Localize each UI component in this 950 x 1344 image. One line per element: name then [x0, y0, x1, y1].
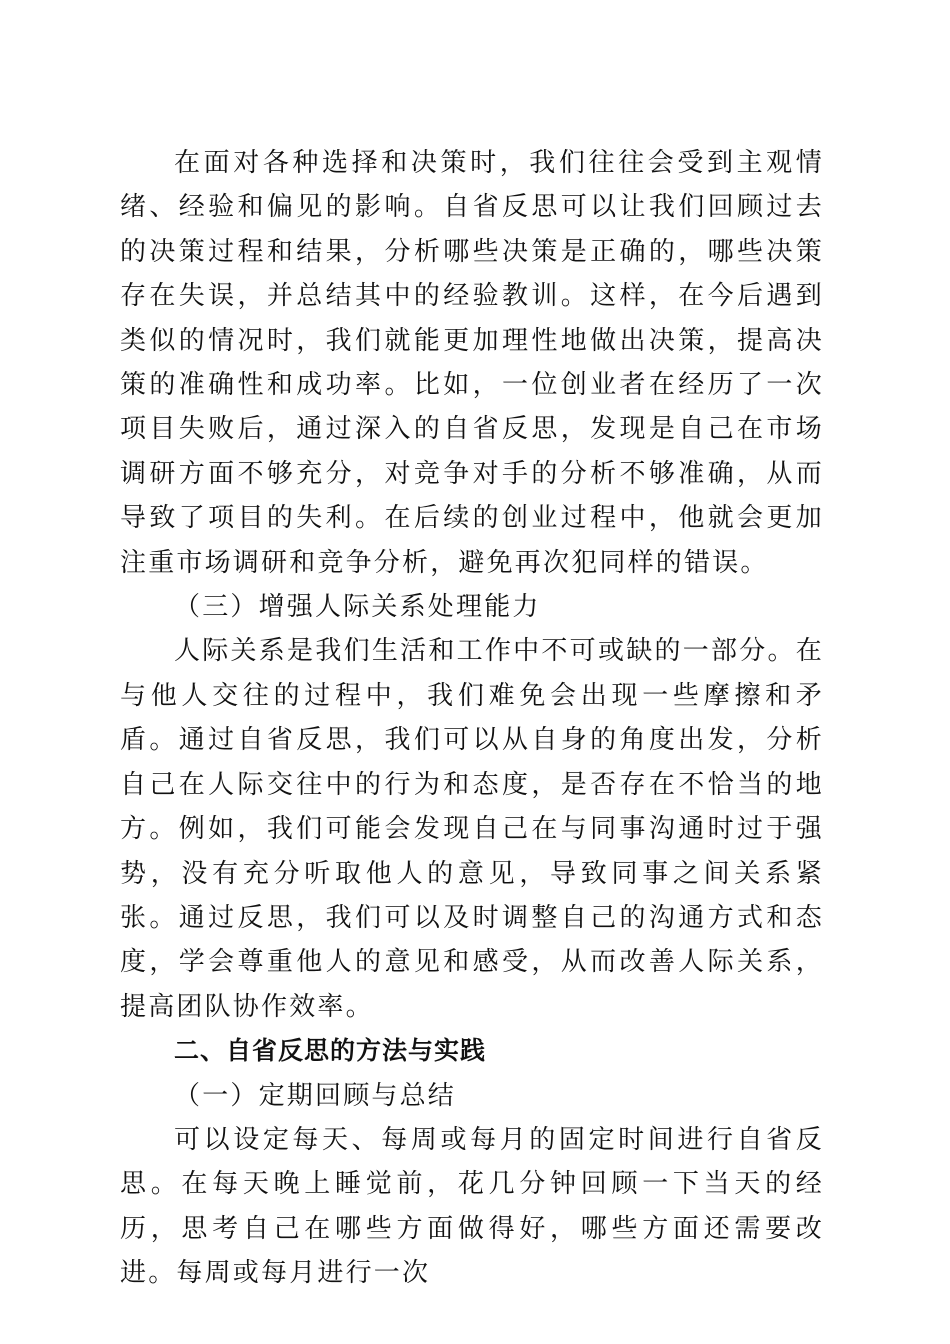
paragraph-decision-making: 在面对各种选择和决策时，我们往往会受到主观情绪、经验和偏见的影响。自省反思可以让我们回顾过去的决策过程和结果，分析哪些决策是正确的，哪些决策存在失误，并总结其中的经验教训。这样，在今后遇到类似的情况时，我们就能更加理性地做出决策，提高决策的准确性和成功率。比如，一位创业者在经历了一次项目失败后，通过深入的自省反思，发现是自己在市场调研方面不够充分，对竞争对手的分析不够准确，从而导致了项目的失利。在后续的创业过程中，他就会更加注重市场调研和竞争分析，避免再次犯同样的错误。 — [120, 148, 824, 578]
paragraph-regular-review: 可以设定每天、每周或每月的固定时间进行自省反思。在每天晚上睡觉前，花几分钟回顾一下当天的经历，思考自己在哪些方面做得好，哪些方面还需要改进。每周或每月进行一次 — [120, 1124, 824, 1289]
section-heading-methods: 二、自省反思的方法与实践 — [174, 1036, 487, 1066]
document-body — [120, 141, 824, 1296]
paragraph-interpersonal-relations: 人际关系是我们生活和工作中不可或缺的一部分。在与他人交往的过程中，我们难免会出现一些摩擦和矛盾。通过自省反思，我们可以从自身的角度出发，分析自己在人际交往中的行为和态度，是否存在不恰当的地方。例如，我们可能会发现自己在与同事沟通时过于强势，没有充分听取他人的意见，导致同事之间关系紧张。通过反思，我们可以及时调整自己的沟通方式和态度，学会尊重他人的意见和感受，从而改善人际关系，提高团队协作效率。 — [120, 636, 824, 1022]
subheading-interpersonal-skills: （三）增强人际关系处理能力 — [174, 592, 541, 623]
subheading-regular-review: （一）定期回顾与总结 — [174, 1080, 457, 1111]
